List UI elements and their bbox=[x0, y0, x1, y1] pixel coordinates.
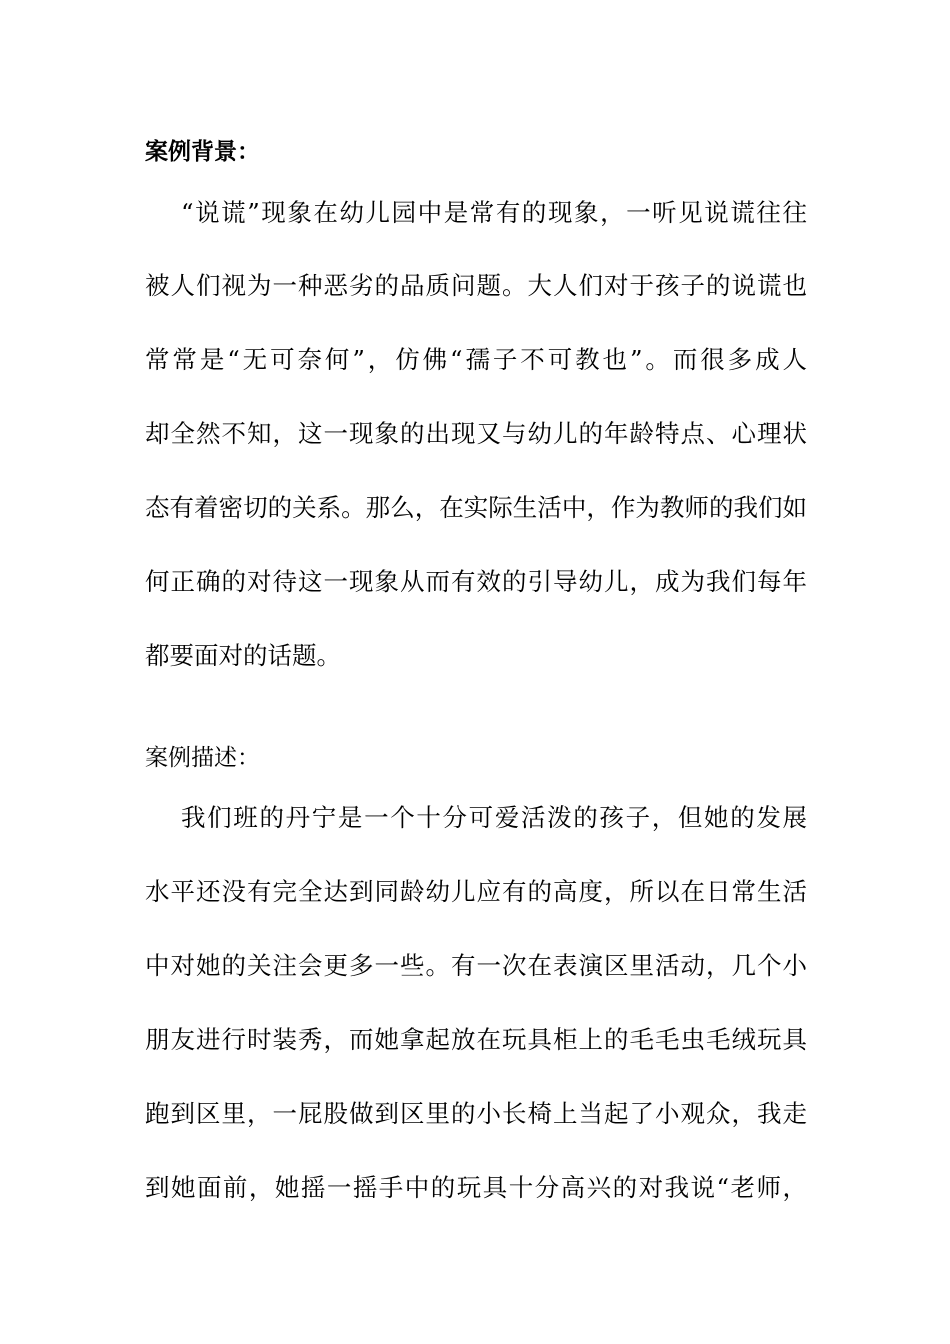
paragraph-line: 到她面前，她摇一摇手中的玩具十分高兴的对我说“老师， bbox=[145, 1173, 807, 1202]
paragraph-line: 何正确的对待这一现象从而有效的引导幼儿，成为我们每年 bbox=[145, 567, 807, 596]
paragraph-line: “说谎”现象在幼儿园中是常有的现象，一听见说谎往往 bbox=[181, 198, 807, 227]
paragraph-line: 中对她的关注会更多一些。有一次在表演区里活动，几个小 bbox=[145, 951, 807, 980]
paragraph-line: 常常是“无可奈何”，仿佛“孺子不可教也”。而很多成人 bbox=[145, 345, 807, 374]
paragraph-line: 我们班的丹宁是一个十分可爱活泼的孩子，但她的发展 bbox=[181, 803, 807, 832]
section-heading-background: 案例背景： bbox=[145, 139, 260, 165]
paragraph-line: 跑到区里，一屁股做到区里的小长椅上当起了小观众，我走 bbox=[145, 1099, 807, 1128]
paragraph-line: 被人们视为一种恶劣的品质问题。大人们对于孩子的说谎也 bbox=[145, 271, 807, 300]
paragraph-line: 都要面对的话题。 bbox=[145, 641, 341, 670]
paragraph-line: 却全然不知，这一现象的出现又与幼儿的年龄特点、心理状 bbox=[145, 419, 807, 448]
paragraph-line: 水平还没有完全达到同龄幼儿应有的高度，所以在日常生活 bbox=[145, 877, 807, 906]
paragraph-line: 朋友进行时装秀，而她拿起放在玩具柜上的毛毛虫毛绒玩具 bbox=[145, 1025, 807, 1054]
paragraph-line: 态有着密切的关系。那么，在实际生活中，作为教师的我们如 bbox=[145, 493, 807, 522]
section-heading-description: 案例描述： bbox=[145, 745, 260, 771]
